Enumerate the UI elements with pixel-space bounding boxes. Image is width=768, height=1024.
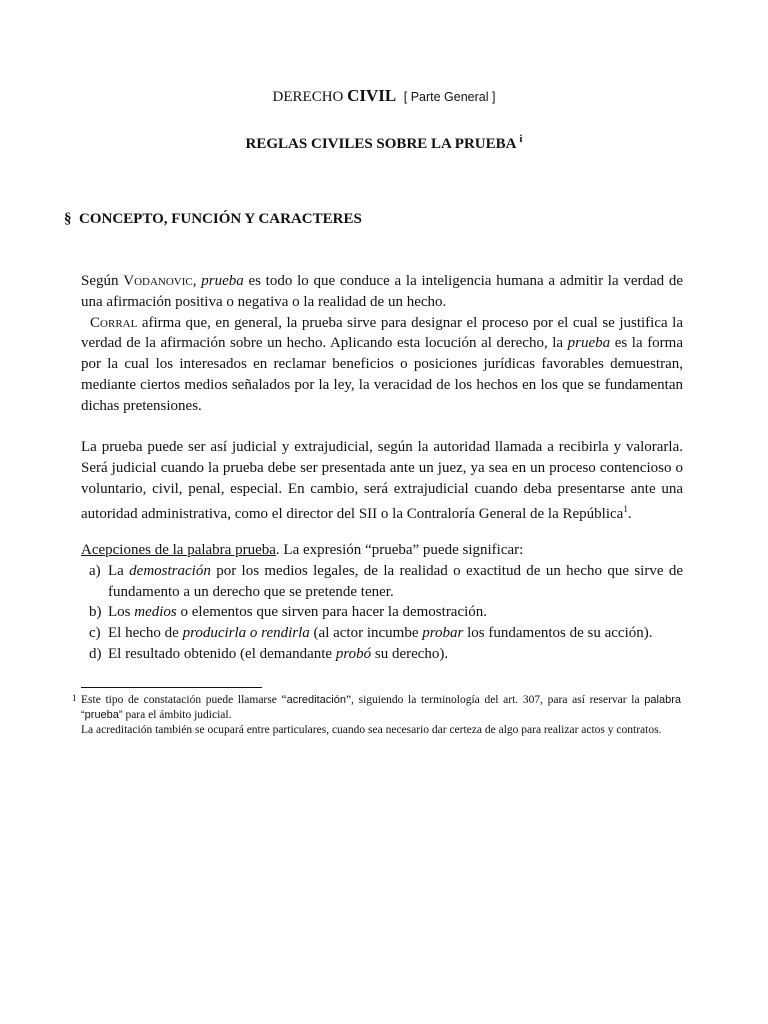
footnote: [72, 693, 681, 738]
text-run: ”, siguiendo la terminología del art. 307, para así reservar la: [345, 694, 645, 706]
text-run: ,: [192, 273, 202, 289]
text-run: La: [108, 562, 130, 579]
text-run: El hecho de: [108, 625, 183, 642]
document-title: [0, 133, 768, 153]
text-run: es la forma por la cual los interesados en reclamar beneficios o posiciones jurídicas favorables demuestran, mediante ciertos medios señalados por la ley, la veracidad de los hechos en los que se fundamentan dichas pretensiones.: [81, 335, 684, 414]
list-marker: b): [89, 604, 102, 621]
text-run: Este tipo de constatación puede llamarse “: [81, 694, 287, 706]
text-run: por los medios legales, de la realidad o exactitud de un hecho que sirve de fundamento a un derecho que se pretende tener.: [108, 562, 683, 600]
list-item: [81, 561, 683, 603]
header-sub: [ Parte General ]: [403, 90, 496, 104]
text-run: es todo lo que conduce a la inteligencia humana a admitir la verdad de una afirmación positiva o negativa o la realidad de un hecho.: [81, 273, 684, 310]
text-run: su derecho).: [371, 645, 449, 662]
emphasis: medios: [134, 604, 177, 621]
text-run: para el ámbito judicial.: [122, 709, 232, 721]
list-marker: d): [89, 645, 102, 662]
header-civil: CIVIL: [347, 86, 397, 105]
list-marker: c): [89, 625, 101, 642]
title-text: REGLAS CIVILES SOBRE LA PRUEBA: [245, 136, 516, 152]
text-run: . La expresión “prueba” puede significar:: [275, 542, 524, 558]
text-run: afirma que, en general, la prueba sirve para designar el proceso por el cual se justifica la verdad de la afirmación sobre un hecho. Aplicando esta locución al derecho, la: [81, 314, 683, 352]
paragraph-definition: [81, 271, 683, 417]
section-symbol: §: [64, 211, 72, 227]
text-run: orral: [100, 314, 138, 331]
footnote-divider: [81, 687, 262, 688]
text-run: (al actor incumbe: [309, 625, 423, 642]
author-vodanovic: [123, 273, 193, 289]
text-run: o elementos que sirven para hacer la demostración.: [176, 604, 488, 621]
section-heading-text: CONCEPTO, FUNCIÓN Y CARACTERES: [79, 211, 362, 227]
emphasis: probó: [335, 645, 372, 662]
list-item: [81, 623, 683, 644]
footnote-ref[interactable]: 1: [623, 504, 628, 515]
paragraph-meanings: [81, 540, 683, 665]
text-run: los fundamentos de su acción).: [463, 625, 653, 642]
section-heading: [64, 211, 362, 228]
title-note-mark: i: [519, 133, 523, 145]
emphasis: probar: [422, 625, 464, 642]
meanings-intro: [81, 540, 683, 561]
text-run: acreditación: [286, 694, 346, 706]
text-run: V: [123, 273, 135, 289]
emphasis: prueba: [201, 273, 244, 289]
text-run: La prueba puede ser así judicial y extrajudicial, según la autoridad llamada a recibirla y valorarla. Será judicial cuando la prueba debe ser presentada ante un juez, ya sea en un proceso contencioso o voluntario, civil, penal, especial. En cambio, será extrajudicial cuando deba presentarse ante una autoridad administrativa, como el director del SII o la Contraloría General de la República: [81, 439, 683, 523]
text-run: .: [627, 506, 632, 523]
text-run: Los: [108, 604, 135, 621]
list-item: [81, 602, 683, 623]
emphasis: prueba: [567, 335, 611, 352]
text-run: El resultado obtenido (el demandante: [108, 645, 336, 662]
header-prefix: DERECHO: [272, 89, 344, 105]
text-run: Según: [81, 273, 124, 289]
text-run: C: [90, 314, 101, 331]
footnote-line-1: [81, 693, 681, 723]
text-run: odanovic: [134, 273, 193, 289]
paragraph-types: [81, 437, 683, 525]
footnote-line-2: La acreditación también se ocupará entre particulares, cuando sea necesario dar certeza de algo para realizar actos y contratos.: [81, 724, 662, 736]
footnote-mark: 1: [72, 693, 77, 703]
list-item: [81, 644, 683, 665]
meanings-list: [81, 561, 683, 665]
list-marker: a): [89, 562, 101, 579]
author-corral: [90, 315, 137, 331]
emphasis: producirla o rendirla: [182, 625, 310, 642]
course-header: [0, 86, 768, 106]
underlined-heading: Acepciones de la palabra prueba: [81, 542, 276, 558]
text-run: palabra “prueba”: [81, 694, 681, 721]
emphasis: demostración: [129, 562, 211, 579]
